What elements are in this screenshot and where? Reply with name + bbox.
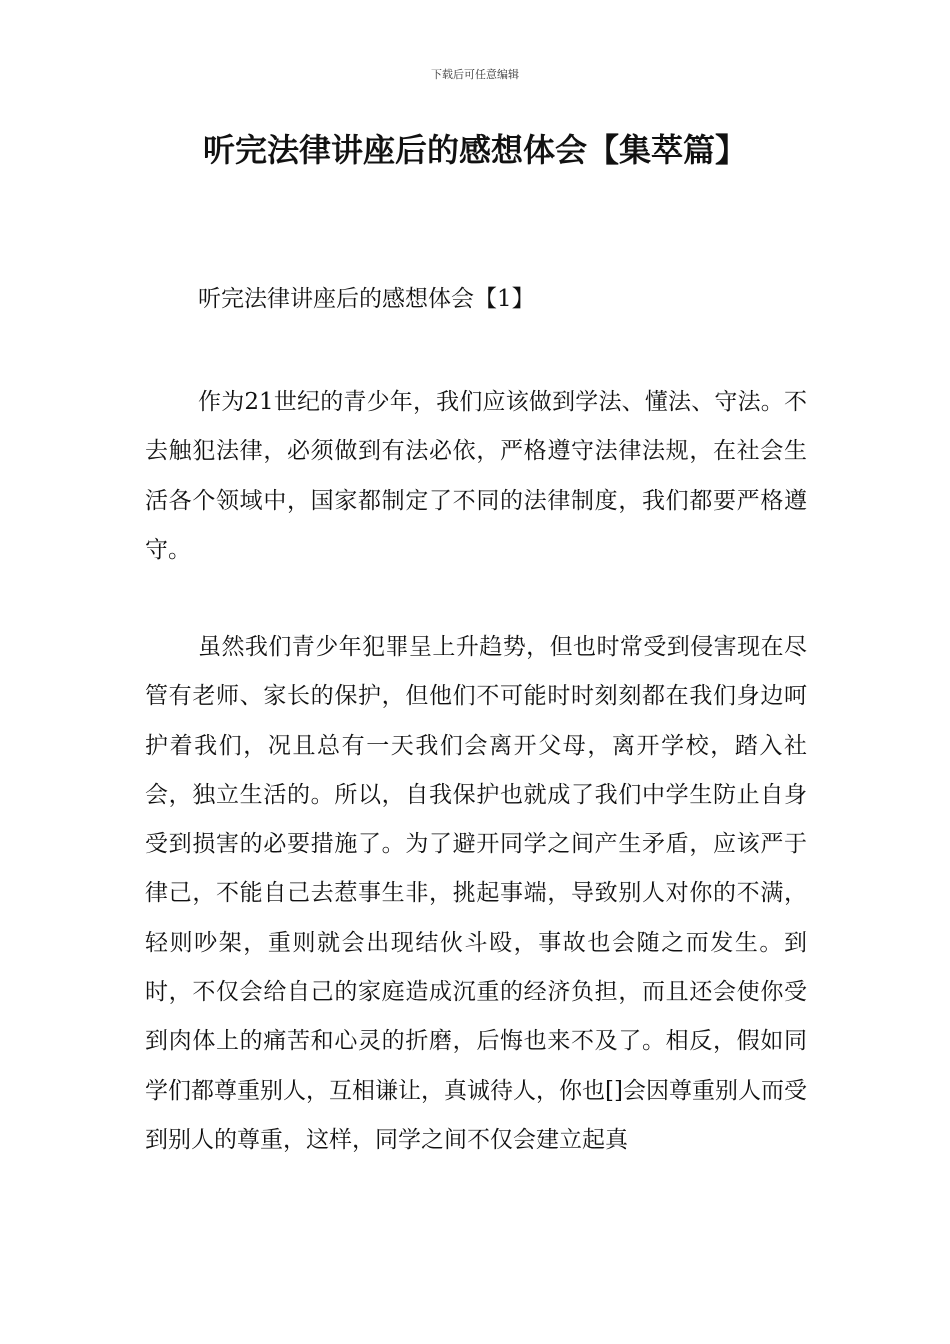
paragraph-1: 作为21世纪的青少年，我们应该做到学法、懂法、守法。不去触犯法律，必须做到有法必依，严格遵守法律法规，在社会生活各个领域中，国家都制定了不同的法律制度，我们都要严格遵守。 [145, 389, 807, 563]
header-note: 下载后可任意编辑 [431, 68, 519, 81]
section-heading: 听完法律讲座后的感想体会【1】 [198, 286, 535, 312]
paragraph-2: 虽然我们青少年犯罪呈上升趋势，但也时常受到侵害现在尽管有老师、家长的保护，但他们不可能时时刻刻都在我们身边呵护着我们，况且总有一天我们会离开父母，离开学校，踏入社会，独立生活的。所以，自我保护也就成了我们中学生防止自身受到损害的必要措施了。为了避开同学之间产生矛盾，应该严于律己，不能自己去惹事生非，挑起事端，导致别人对你的不满，轻则吵架，重则就会出现结伙斗殴，事故也会随之而发生。到时，不仅会给自己的家庭造成沉重的经济负担，而且还会使你受到肉体上的痛苦和心灵的折磨，后悔也来不及了。相反，假如同学们都尊重别人，互相谦让，真诚待人，你也[]会因尊重别人而受到别人的尊重，这样，同学之间不仅会建立起真 [145, 634, 807, 1153]
document-title: 听完法律讲座后的感想体会【集萃篇】 [202, 131, 747, 169]
